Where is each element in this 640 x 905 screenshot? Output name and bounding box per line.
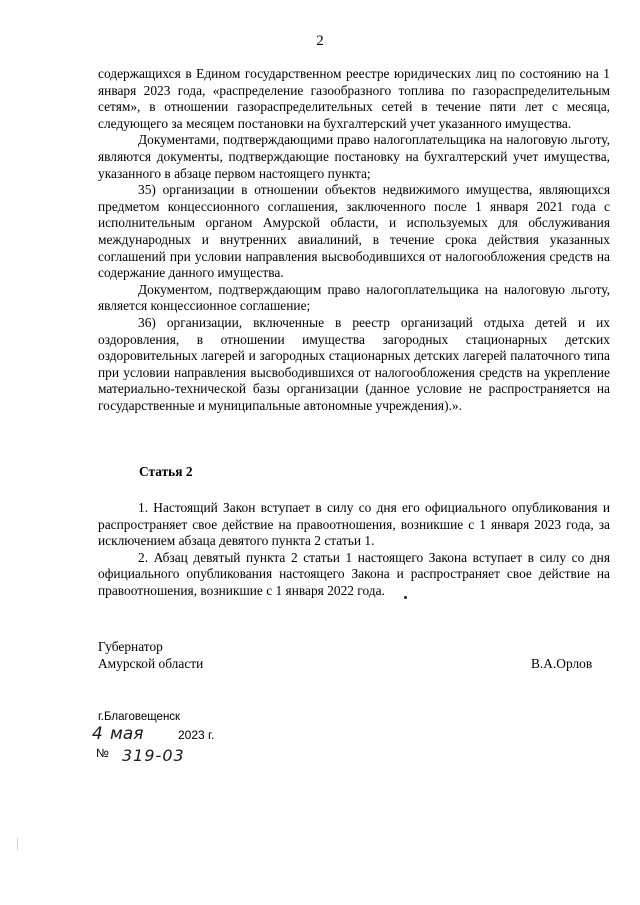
signatory-title	[98, 639, 203, 672]
signatory-title-line2: Амурской области	[98, 655, 204, 671]
signing-date	[92, 724, 232, 746]
number-sign: №	[96, 746, 109, 760]
page-number: 2	[316, 33, 324, 49]
handwritten-number: 319-03	[122, 746, 185, 765]
article-item-1: 1. Настоящий Закон вступает в силу со дня его официального опубликования и распространяет свое действие на правоотношения, возникшие с 1 января 2023 года, за исключением абзаца девятого пункта 2 статьи 1.	[98, 500, 610, 549]
date-year: 2023 г.	[178, 728, 215, 742]
ink-dot	[404, 596, 407, 599]
margin-mark	[17, 838, 18, 850]
paragraph-continuation: содержащихся в Едином государственном реестре юридических лиц по состоянию на 1 января 2023 года, «распределение газообразного топлива по газораспределительным сетям», в отношении газораспределительных сетей в течение пяти лет с месяца, следующего за месяцем постановки на бухгалтерский учет указанного имущества.	[98, 66, 610, 131]
handwritten-day: 4	[92, 724, 103, 744]
paragraph-concession: Документом, подтверждающим право налогоплательщика на налоговую льготу, является концессионное соглашение;	[98, 281, 610, 314]
signatory-name: В.А.Орлов	[531, 656, 593, 671]
body-text	[98, 66, 610, 414]
place-of-signing: г.Благовещенск	[98, 711, 181, 723]
law-number	[96, 744, 216, 766]
paragraph-item-35: 35) организации в отношении объектов недвижимого имущества, являющихся предметом концессионного соглашения, заключенного после 1 января 2021 года с исполнительным органом Амурской области, и используемых для обслуживания международных и внутренних авиалиний, в течение срока действия указанных соглашений при условии направления высвободившихся от налогообложения средств на содержание данного имущества.	[98, 182, 610, 281]
article-item-2: 2. Абзац девятый пункта 2 статьи 1 настоящего Закона вступает в силу со дня официального опубликования настоящего Закона и распространяет свое действие на правоотношения, возникшие с 1 января 2022 года.	[98, 549, 610, 598]
signatory-title-line1: Губернатор	[98, 639, 163, 654]
article-body	[98, 500, 610, 600]
article-title: Статья 2	[139, 464, 193, 479]
paragraph-item-36: 36) организации, включенные в реестр организаций отдыха детей и их оздоровления, в отношении имущества загородных стационарных детских оздоровительных лагерей и загородных стационарных детских лагерей палаточного типа при условии направления высвободившихся от налогообложения средств на укрепление материально-технической базы организации (данное условие не распространяется на государственные и муниципальные автономные учреждения).».	[98, 314, 610, 413]
handwritten-month: мая	[110, 724, 144, 744]
paragraph-documents: Документами, подтверждающими право налогоплательщика на налоговую льготу, являются документы, подтверждающие постановку на бухгалтерский учет имущества, указанного в абзаце первом настоящего пункта;	[98, 132, 610, 181]
